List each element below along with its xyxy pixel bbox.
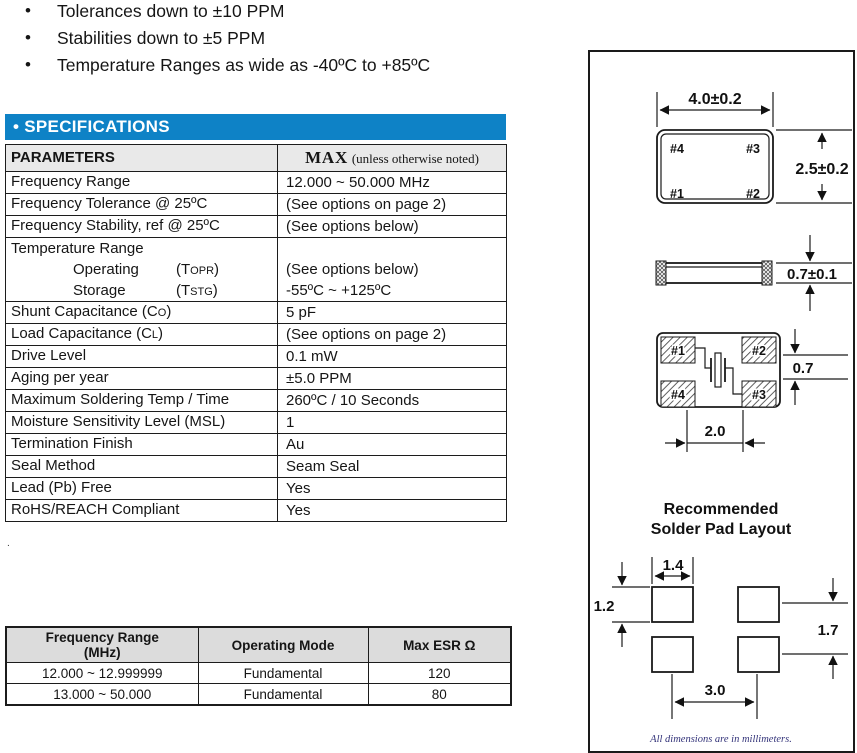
pin-label: #4 — [671, 388, 685, 402]
table-row: RoHS/REACH Compliant Yes — [6, 500, 507, 522]
table-header-row — [6, 145, 507, 172]
table-row: Aging per year ±5.0 PPM — [6, 368, 507, 390]
esr-header-max-esr: Max ESR Ω — [368, 627, 511, 663]
table-row: Load Capacitance (CL) (See options on page 2) — [6, 324, 507, 346]
table-row: Maximum Soldering Temp / Time 260ºC / 10 Seconds — [6, 390, 507, 412]
pin-label: #1 — [670, 187, 684, 201]
bullet-icon: • — [25, 55, 31, 74]
table-row-temperature: Temperature Range Operating (TOPR) Storage (TSTG) (See options below) -55ºC ~ +125ºC — [6, 238, 507, 302]
dimension-label: 0.7±0.1 — [787, 266, 837, 283]
dimension-label: 3.0 — [704, 682, 726, 699]
table-row: Drive Level 0.1 mW — [6, 346, 507, 368]
max-header: MAX (unless otherwise noted) — [278, 145, 507, 172]
esr-row: 13.000 ~ 50.000 Fundamental 80 — [6, 684, 511, 706]
dimension-label: 1.2 — [593, 598, 615, 615]
dimension-label: 4.0±0.2 — [688, 91, 742, 108]
bullet-text: Stabilities down to ±5 PPM — [57, 28, 266, 48]
bullet-item — [25, 55, 430, 75]
package-bottom-view — [657, 329, 848, 452]
table-row: Lead (Pb) Free Yes — [6, 478, 507, 500]
feature-bullets — [25, 1, 430, 82]
dimension-label: 0.7 — [792, 360, 814, 377]
table-row: Moisture Sensitivity Level (MSL) 1 — [6, 412, 507, 434]
esr-header-row — [6, 627, 511, 663]
table-row: Frequency Range 12.000 ~ 50.000 MHz — [6, 172, 507, 194]
dimensions-note: All dimensions are in millimeters. — [650, 734, 792, 745]
bullet-item — [25, 28, 430, 48]
pin-label: #1 — [671, 344, 685, 358]
pad-layout-title: Solder Pad Layout — [650, 521, 792, 538]
mechanical-drawing-panel — [588, 50, 855, 753]
stray-mark: . — [7, 538, 10, 549]
pin-label: #4 — [670, 142, 684, 156]
dimension-label: 2.0 — [704, 423, 726, 440]
bullet-text: Tolerances down to ±10 PPM — [57, 1, 285, 21]
esr-header-frequency-range: Frequency Range (MHz) — [6, 627, 198, 663]
dimension-label: 1.7 — [817, 622, 839, 639]
pin-label: #2 — [746, 187, 760, 201]
package-side-view — [656, 235, 852, 311]
esr-row: 12.000 ~ 12.999999 Fundamental 120 — [6, 663, 511, 684]
package-top-view — [657, 91, 852, 203]
solder-pad-layout — [594, 501, 848, 719]
specifications-section — [5, 114, 506, 522]
bullet-icon: • — [25, 28, 31, 47]
table-row: Shunt Capacitance (CO) 5 pF — [6, 302, 507, 324]
pin-label: #3 — [746, 142, 760, 156]
dimension-label: 2.5±0.2 — [795, 161, 849, 178]
specifications-table — [5, 144, 507, 522]
table-row: Frequency Stability, ref @ 25ºC (See options below) — [6, 216, 507, 238]
pad-layout-title: Recommended — [663, 501, 779, 518]
table-row: Frequency Tolerance @ 25ºC (See options on page 2) — [6, 194, 507, 216]
bullet-text: Temperature Ranges as wide as -40ºC to +85ºC — [57, 55, 431, 75]
pin-label: #2 — [752, 344, 766, 358]
pin-label: #3 — [752, 388, 766, 402]
specifications-header: • SPECIFICATIONS — [5, 114, 506, 140]
table-row: Seal Method Seam Seal — [6, 456, 507, 478]
esr-header-operating-mode: Operating Mode — [198, 627, 368, 663]
table-row: Termination Finish Au — [6, 434, 507, 456]
bullet-item — [25, 1, 430, 21]
dimension-label: 1.4 — [662, 557, 684, 574]
parameters-header: PARAMETERS — [6, 145, 278, 172]
bullet-icon: • — [25, 1, 31, 20]
esr-table — [5, 626, 512, 706]
